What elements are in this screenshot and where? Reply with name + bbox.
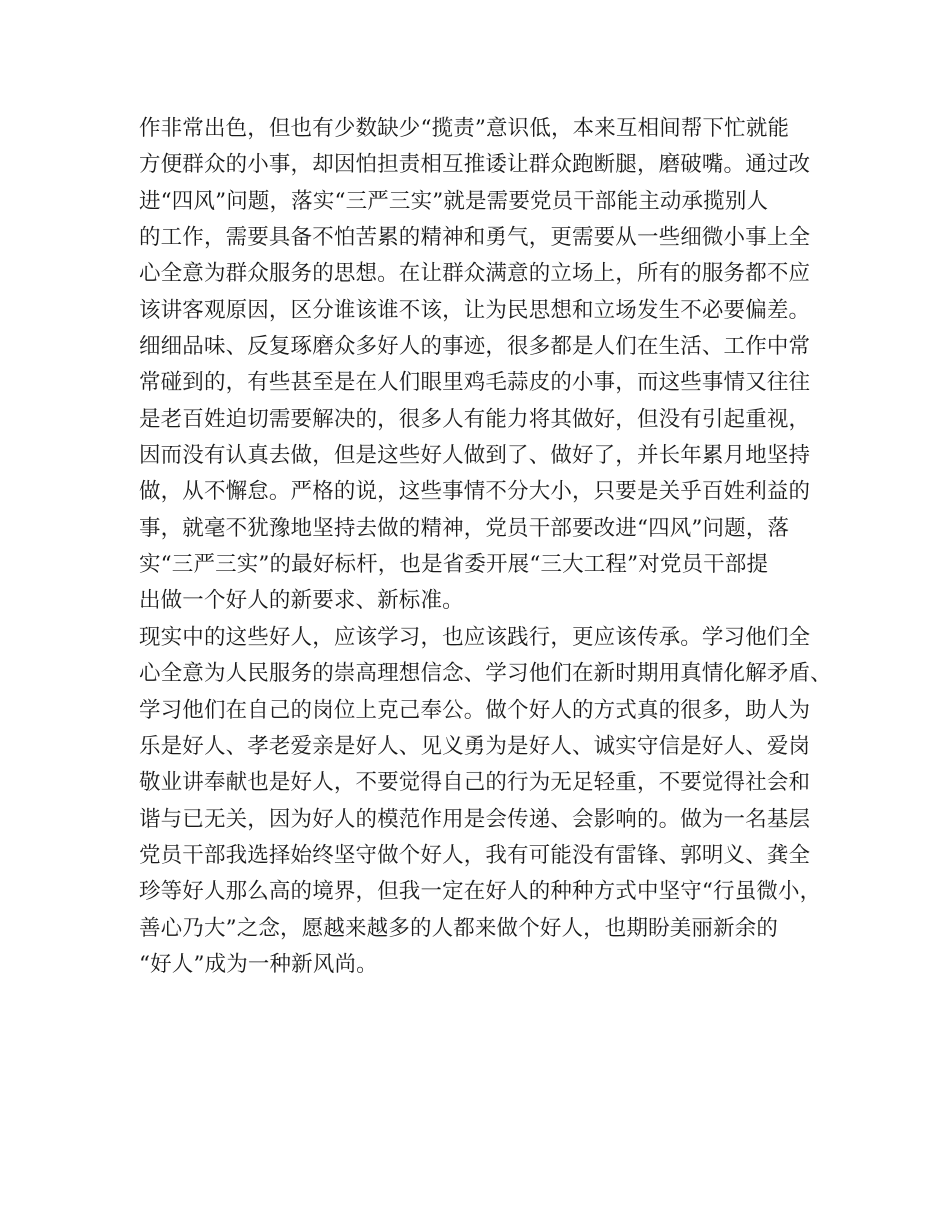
text-line: 敬业讲奉献也是好人，不要觉得自己的行为无足轻重，不要觉得社会和 <box>139 770 811 796</box>
text-line: 善心乃大”之念，愿越来越多的人都来做个好人，也期盼美丽新余的 <box>139 915 778 941</box>
text-line: 乐是好人、孝老爱亲是好人、见义勇为是好人、诚实守信是好人、爱岗 <box>139 733 811 759</box>
body-text <box>139 111 839 983</box>
text-line: 心全意为群众服务的思想。在让群众满意的立场上，所有的服务都不应 <box>139 261 811 287</box>
text-line: 因而没有认真去做，但是这些好人做到了、做好了，并长年累月地坚持 <box>139 443 811 469</box>
text-line: 现实中的这些好人，应该学习，也应该践行，更应该传承。学习他们全 <box>139 624 811 650</box>
text-line: 学习他们在自己的岗位上克己奉公。做个好人的方式真的很多，助人为 <box>139 697 811 723</box>
text-line: 作非常出色，但也有少数缺少“揽责”意识低，本来互相间帮下忙就能 <box>139 116 790 141</box>
text-line: 出做一个好人的新要求、新标准。 <box>139 588 464 614</box>
text-line: 是老百姓迫切需要解决的，很多人有能力将其做好，但没有引起重视， <box>139 406 811 432</box>
text-line: 进“四风”问题，落实“三严三实”就是需要党员干部能主动承揽别人 <box>139 188 769 214</box>
text-line: “好人”成为一种新风尚。 <box>139 951 378 977</box>
text-line: 谐与已无关，因为好人的模范作用是会传递、会影响的。做为一名基层 <box>139 806 811 832</box>
text-line: 方便群众的小事，却因怕担责相互推诿让群众跑断腿，磨破嘴。通过改 <box>139 152 811 178</box>
text-line: 心全意为人民服务的崇高理想信念、学习他们在新时期用真情化解矛盾、 <box>139 661 832 687</box>
text-line: 细细品味、反复琢磨众多好人的事迹，很多都是人们在生活、工作中常 <box>139 334 811 360</box>
text-line: 常碰到的，有些甚至是在人们眼里鸡毛蒜皮的小事，而这些事情又往往 <box>139 370 811 396</box>
text-line: 事，就毫不犹豫地坚持去做的精神，党员干部要改进“四风”问题，落 <box>139 515 790 541</box>
text-line: 党员干部我选择始终坚守做个好人，我有可能没有雷锋、郭明义、龚全 <box>139 842 811 868</box>
text-line: 该讲客观原因，区分谁该谁不该，让为民思想和立场发生不必要偏差。 <box>139 297 811 323</box>
text-line: 做，从不懈怠。严格的说，这些事情不分大小，只要是关乎百姓利益的 <box>139 479 811 505</box>
text-line: 珍等好人那么高的境界，但我一定在好人的种种方式中坚守“行虽微小， <box>139 879 822 905</box>
text-line: 实“三严三实”的最好标杆，也是省委开展“三大工程”对党员干部提 <box>139 552 769 578</box>
text-line: 的工作，需要具备不怕苦累的精神和勇气，更需要从一些细微小事上全 <box>139 225 811 251</box>
